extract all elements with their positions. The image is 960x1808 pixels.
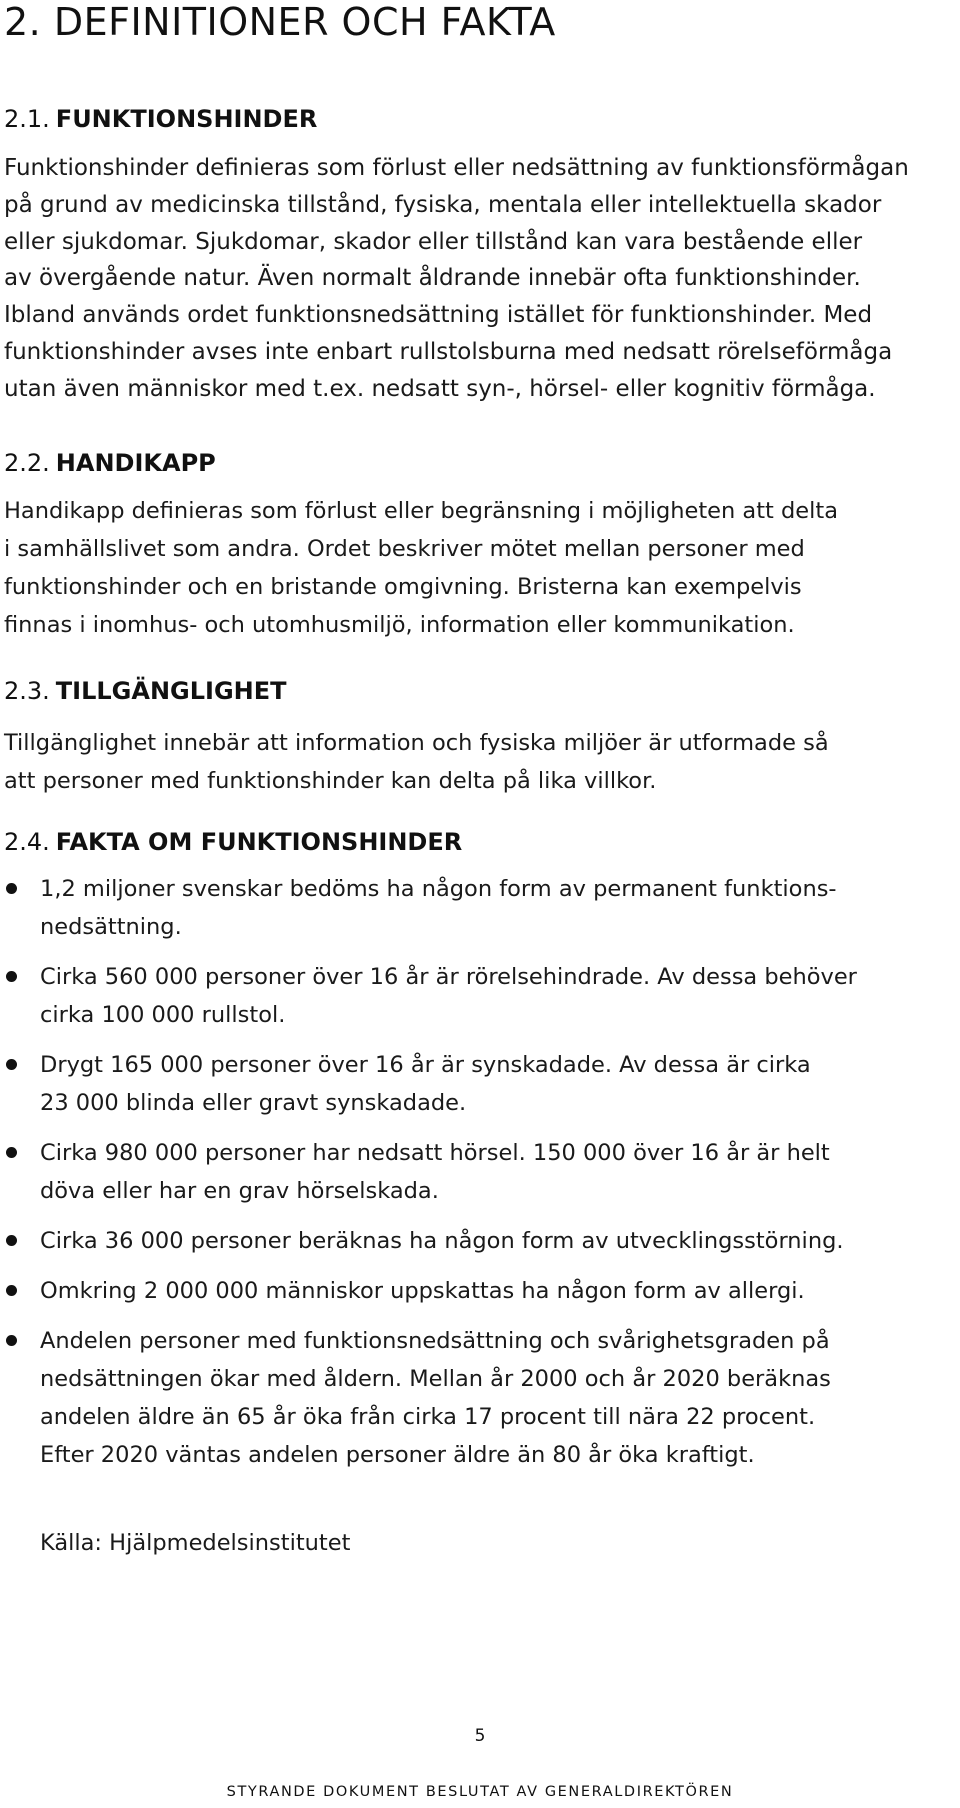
- source-citation: Källa: Hjälpmedelsinstitutet: [40, 1530, 351, 1556]
- list-item-line: döva eller har en grav hörselskada.: [40, 1178, 439, 1204]
- list-item-line: Cirka 36 000 personer beräknas ha någon form av utvecklingsstörning.: [40, 1228, 844, 1254]
- paragraph-line: funktionshinder och en bristande omgivning. Bristerna kan exempelvis: [4, 574, 802, 600]
- section-funktionshinder: [4, 104, 956, 408]
- paragraph-line: utan även människor med t.ex. nedsatt syn-, hörsel- eller kognitiv förmåga.: [4, 375, 876, 402]
- section-title: FUNKTIONSHINDER: [55, 105, 318, 133]
- section-title: TILLGÄNGLIGHET: [55, 677, 287, 705]
- paragraph-line: funktionshinder avses inte enbart rullstolsburna med nedsatt rörelseförmåga: [4, 338, 893, 365]
- list-item: [4, 1046, 956, 1122]
- list-item: [4, 958, 956, 1034]
- paragraph-line: på grund av medicinska tillstånd, fysiska, mentala eller intellektuella skador: [4, 191, 882, 218]
- list-item-line: cirka 100 000 rullstol.: [40, 1002, 286, 1028]
- paragraph-line: Funktionshinder definieras som förlust eller nedsättning av funktionsförmågan: [4, 155, 909, 181]
- list-item-line: nedsättning.: [40, 914, 182, 940]
- list-item-line: 1,2 miljoner svenskar bedöms ha någon form av permanent funktions-: [40, 876, 837, 902]
- section-heading: [4, 676, 956, 706]
- section-fakta: [4, 827, 956, 857]
- list-item: [4, 1222, 956, 1260]
- bullet-icon: [6, 883, 17, 894]
- list-item-line: Efter 2020 väntas andelen personer äldre än 80 år öka kraftigt.: [40, 1442, 755, 1468]
- paragraph-line: att personer med funktionshinder kan delta på lika villkor.: [4, 768, 657, 794]
- section-heading: [4, 104, 956, 134]
- list-item-line: 23 000 blinda eller gravt synskadade.: [40, 1090, 467, 1116]
- page-number: 5: [474, 1726, 486, 1746]
- list-item: [4, 1134, 956, 1210]
- list-item: [4, 1322, 956, 1474]
- list-item: [4, 870, 956, 946]
- bullet-icon: [6, 971, 17, 982]
- bullet-icon: [6, 1059, 17, 1070]
- section-number: 2.2.: [4, 449, 50, 477]
- facts-list: [4, 870, 956, 1486]
- section-heading: [4, 827, 956, 857]
- list-item-line: Cirka 980 000 personer har nedsatt hörsel. 150 000 över 16 år är helt: [40, 1140, 830, 1166]
- paragraph-line: i samhällslivet som andra. Ordet beskriver mötet mellan personer med: [4, 536, 805, 562]
- paragraph-line: finnas i inomhus- och utomhusmiljö, information eller kommunikation.: [4, 612, 795, 638]
- list-item-line: nedsättningen ökar med åldern. Mellan år 2000 och år 2020 beräknas: [40, 1366, 831, 1392]
- section-title: FAKTA OM FUNKTIONSHINDER: [55, 828, 463, 856]
- section-paragraph: [4, 492, 956, 644]
- list-item-line: Andelen personer med funktionsnedsättning och svårighetsgraden på: [40, 1328, 830, 1354]
- chapter-title: 2. DEFINITIONER OCH FAKTA: [4, 0, 556, 44]
- bullet-icon: [6, 1147, 17, 1158]
- paragraph-line: Ibland används ordet funktionsnedsättning istället för funktionshinder. Med: [4, 302, 873, 329]
- section-number: 2.1.: [4, 105, 50, 133]
- paragraph-line: av övergående natur. Även normalt åldrande innebär ofta funktionshinder.: [4, 265, 861, 292]
- list-item: [4, 1272, 956, 1310]
- bullet-icon: [6, 1285, 17, 1296]
- section-number: 2.3.: [4, 677, 50, 705]
- paragraph-line: Handikapp definieras som förlust eller begränsning i möjligheten att delta: [4, 498, 839, 524]
- list-item-line: Cirka 560 000 personer över 16 år är rörelsehindrade. Av dessa behöver: [40, 964, 857, 990]
- section-heading: [4, 448, 956, 478]
- section-paragraph: [4, 724, 956, 800]
- paragraph-line: eller sjukdomar. Sjukdomar, skador eller tillstånd kan vara bestående eller: [4, 228, 863, 255]
- section-title: HANDIKAPP: [55, 449, 216, 477]
- bullet-icon: [6, 1235, 17, 1246]
- list-item-line: Drygt 165 000 personer över 16 år är synskadade. Av dessa är cirka: [40, 1052, 811, 1078]
- section-paragraph: [4, 150, 956, 408]
- page-footer: STYRANDE DOKUMENT BESLUTAT AV GENERALDIREKTÖREN: [226, 1784, 734, 1800]
- section-handikapp: [4, 448, 956, 644]
- bullet-icon: [6, 1335, 17, 1346]
- list-item-line: andelen äldre än 65 år öka från cirka 17 procent till nära 22 procent.: [40, 1404, 816, 1430]
- paragraph-line: Tillgänglighet innebär att information och fysiska miljöer är utformade så: [4, 730, 829, 756]
- list-item-line: Omkring 2 000 000 människor uppskattas ha någon form av allergi.: [40, 1278, 805, 1304]
- section-number: 2.4.: [4, 828, 50, 856]
- section-tillganglighet: [4, 676, 956, 800]
